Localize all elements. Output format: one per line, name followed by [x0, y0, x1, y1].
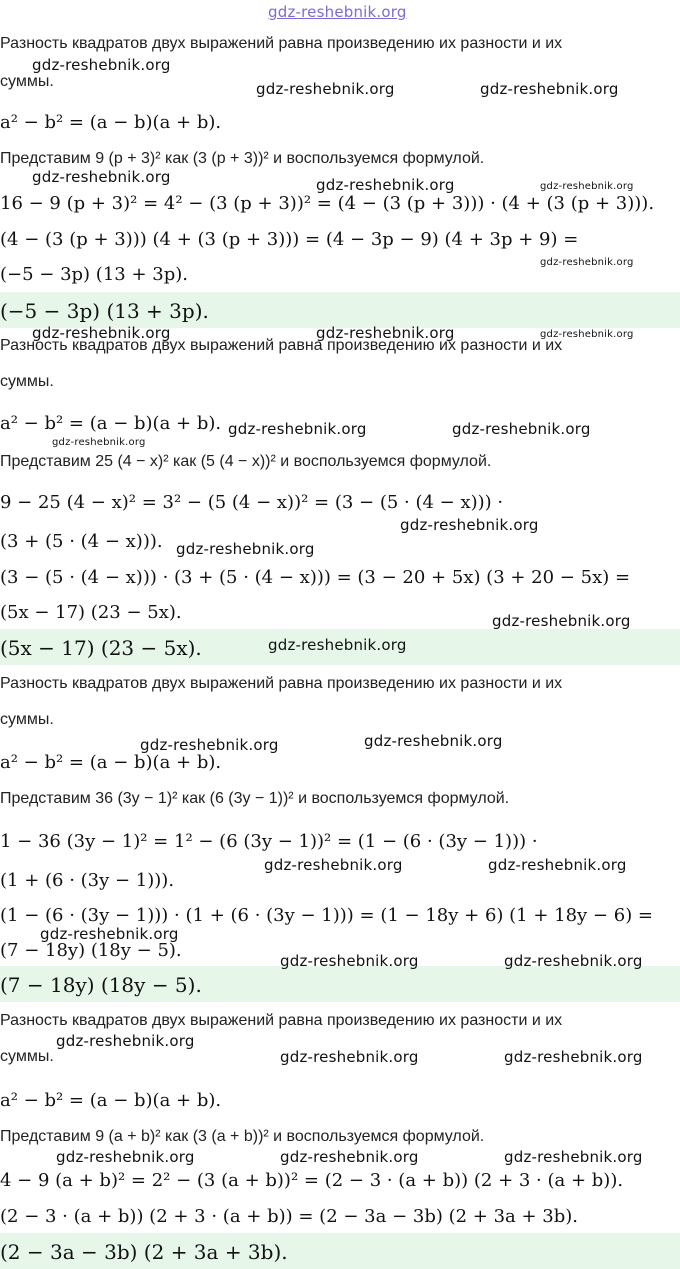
solution-line: (7 − 18y) (18y − 5).: [0, 940, 182, 961]
solution-line: (3 + (5 · (4 − x))).: [0, 531, 163, 552]
watermark-text: gdz-reshebnik.org: [52, 437, 146, 448]
solution-line: (5x − 17) (23 − 5x).: [0, 602, 182, 623]
intro-line-2: суммы.: [0, 373, 54, 390]
represent-statement: Представим 36 (3y − 1)² как (6 (3y − 1))² и воспользуемся формулой.: [0, 790, 510, 807]
answer-text: (7 − 18y) (18y − 5).: [0, 973, 202, 997]
watermark-text: gdz-reshebnik.org: [32, 56, 171, 74]
solution-line: 9 − 25 (4 − x)² = 3² − (5 (4 − x))² = (3 − (5 · (4 − x))) ·: [0, 492, 504, 513]
watermark-text: gdz-reshebnik.org: [256, 80, 395, 98]
watermark-text: gdz-reshebnik.org: [488, 856, 627, 874]
watermark-text: gdz-reshebnik.org: [228, 420, 367, 438]
represent-statement: Представим 9 (a + b)² как (3 (a + b))² и воспользуемся формулой.: [0, 1128, 485, 1145]
solution-line: (3 − (5 · (4 − x))) · (3 + (5 · (4 − x))) = (3 − 20 + 5x) (3 + 20 − 5x) =: [0, 567, 631, 588]
watermark-text: gdz-reshebnik.org: [280, 1048, 419, 1066]
solution-line: 4 − 9 (a + b)² = 2² − (3 (a + b))² = (2 − 3 · (a + b)) (2 + 3 · (a + b)).: [0, 1170, 624, 1191]
answer-text: (5x − 17) (23 − 5x).: [0, 636, 202, 660]
watermark-text: gdz-reshebnik.org: [56, 1148, 195, 1166]
represent-statement: Представим 25 (4 − x)² как (5 (4 − x))² и воспользуемся формулой.: [0, 453, 492, 470]
watermark-text: gdz-reshebnik.org: [32, 168, 171, 186]
watermark-text: gdz-reshebnik.org: [364, 732, 503, 750]
watermark-text: gdz-reshebnik.org: [504, 1048, 643, 1066]
watermark-text: gdz-reshebnik.org: [540, 257, 634, 268]
watermark-text: gdz-reshebnik.org: [40, 925, 179, 943]
solution-line: 16 − 9 (p + 3)² = 4² − (3 (p + 3))² = (4 − (3 (p + 3))) · (4 + (3 (p + 3))).: [0, 193, 655, 214]
solution-line: (4 − (3 (p + 3))) (4 + (3 (p + 3))) = (4 − 3p − 9) (4 + 3p + 9) =: [0, 229, 579, 250]
watermark-text: gdz-reshebnik.org: [32, 324, 171, 342]
watermark-text: gdz-reshebnik.org: [176, 540, 315, 558]
watermark-text: gdz-reshebnik.org: [280, 952, 419, 970]
watermark-text: gdz-reshebnik.org: [268, 636, 407, 654]
represent-statement: Представим 9 (p + 3)² как (3 (p + 3))² и воспользуемся формулой.: [0, 150, 485, 167]
watermark-text: gdz-reshebnik.org: [540, 329, 634, 340]
watermark-text: gdz-reshebnik.org: [540, 181, 634, 192]
watermark-text: gdz-reshebnik.org: [480, 80, 619, 98]
watermark-text: gdz-reshebnik.org: [140, 736, 279, 754]
watermark-text: gdz-reshebnik.org: [504, 1148, 643, 1166]
solution-line: (−5 − 3p) (13 + 3p).: [0, 264, 188, 285]
intro-line-2: суммы.: [0, 73, 54, 90]
intro-line-2: суммы.: [0, 711, 54, 728]
watermark-text: gdz-reshebnik.org: [400, 516, 539, 534]
formula-difference-of-squares: a² − b² = (a − b)(a + b).: [0, 112, 222, 133]
solution-line: 1 − 36 (3y − 1)² = 1² − (6 (3y − 1))² = (1 − (6 · (3y − 1))) ·: [0, 831, 538, 852]
watermark-text: gdz-reshebnik.org: [452, 420, 591, 438]
intro-line-1: Разность квадратов двух выражений равна произведению их разности и их: [0, 337, 563, 354]
answer-text: (−5 − 3p) (13 + 3p).: [0, 299, 209, 323]
watermark-text: gdz-reshebnik.org: [316, 176, 455, 194]
answer-text: (2 − 3a − 3b) (2 + 3a + 3b).: [0, 1240, 288, 1264]
intro-line-2: суммы.: [0, 1048, 54, 1065]
watermark-text: gdz-reshebnik.org: [316, 324, 455, 342]
formula-difference-of-squares: a² − b² = (a − b)(a + b).: [0, 413, 222, 434]
intro-line-1: Разность квадратов двух выражений равна произведению их разности и их: [0, 35, 563, 52]
solution-line: (1 + (6 · (3y − 1))).: [0, 870, 175, 891]
solution-line: (1 − (6 · (3y − 1))) · (1 + (6 · (3y − 1))) = (1 − 18y + 6) (1 + 18y − 6) =: [0, 905, 654, 926]
watermark-text: gdz-reshebnik.org: [264, 856, 403, 874]
watermark-text: gdz-reshebnik.org: [280, 1148, 419, 1166]
watermark-text: gdz-reshebnik.org: [56, 1032, 195, 1050]
intro-line-1: Разность квадратов двух выражений равна произведению их разности и их: [0, 1012, 563, 1029]
watermark-text: gdz-reshebnik.org: [492, 612, 631, 630]
intro-line-1: Разность квадратов двух выражений равна произведению их разности и их: [0, 675, 563, 692]
watermark-top-link[interactable]: gdz-reshebnik.org: [268, 3, 407, 21]
formula-difference-of-squares: a² − b² = (a − b)(a + b).: [0, 1090, 222, 1111]
formula-difference-of-squares: a² − b² = (a − b)(a + b).: [0, 752, 222, 773]
watermark-text: gdz-reshebnik.org: [504, 952, 643, 970]
solution-line: (2 − 3 · (a + b)) (2 + 3 · (a + b)) = (2 − 3a − 3b) (2 + 3a + 3b).: [0, 1206, 579, 1227]
